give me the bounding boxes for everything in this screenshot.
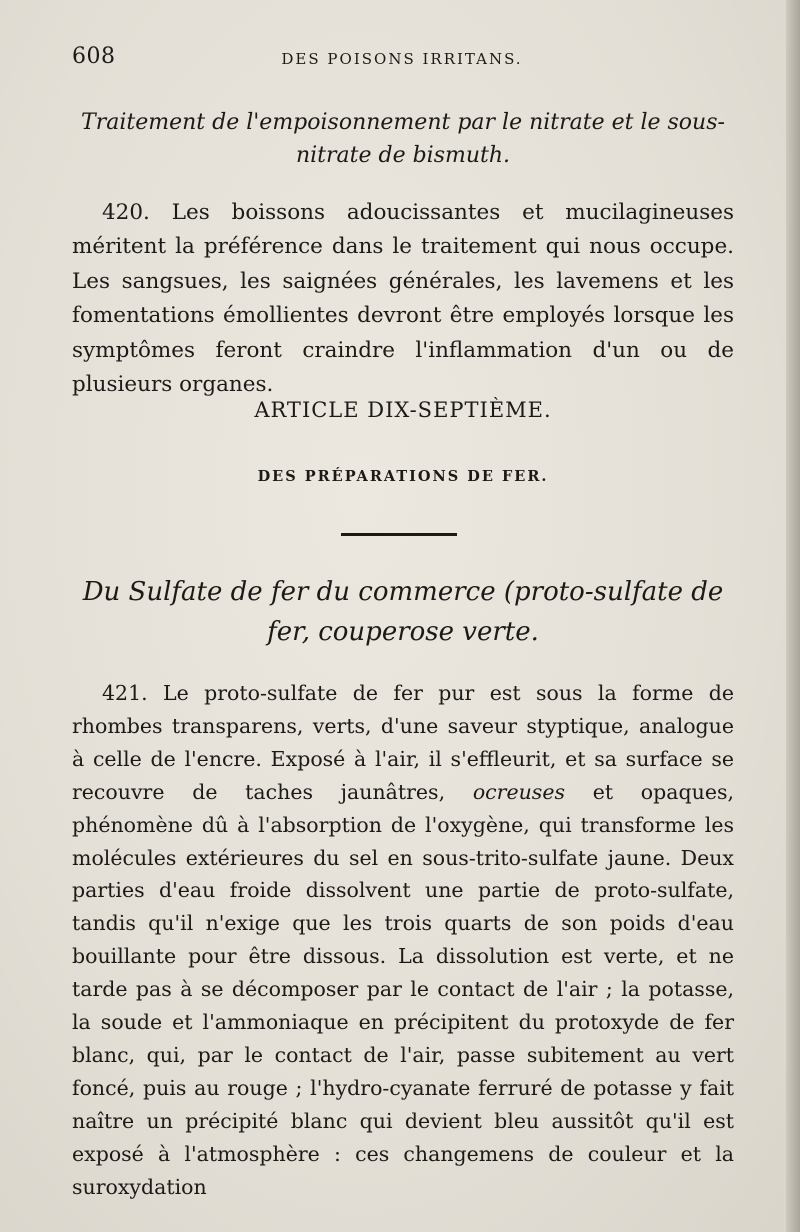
paragraph-number: 421.: [102, 681, 148, 705]
paragraph-421: [72, 677, 734, 1204]
section-title-line: Traitement de l'empoisonnement par le nitrate et le sous-: [81, 110, 725, 135]
paragraph-number: 420.: [102, 200, 150, 225]
section-title-bismuth: [72, 106, 734, 172]
page-edge-shadow: [786, 0, 800, 1232]
section-title-line: nitrate de bismuth.: [295, 143, 511, 168]
paragraph-text: et opaques, phénomène dû à l'absorption de l'oxygène, qui transforme les molécules extérieures du sel en sous-trito-sulfate jaune. Deux parties d'eau froide dissolvent une partie de proto-sulfate, tandis qu'il n'exige que les trois quarts de son poids d'eau bouillante pour être dissous. La dissolution est verte, et ne tarde pas à se décomposer par le contact de l'air ; la potasse, la soude et l'ammoniaque en précipitent du protoxyde de fer blanc, qui, par le contact de l'air, passe subitement au vert foncé, puis au rouge ; l'hydro-cyanate ferruré de potasse y fait naître un précipité blanc qui devient bleu aussitôt qu'il est exposé à l'atmosphère : ces changemens de couleur et la suroxydation: [72, 779, 734, 1199]
article-heading: ARTICLE DIX-SEPTIÈME.: [254, 398, 552, 422]
running-head: DES POISONS IRRITANS.: [281, 50, 523, 68]
page-header: [72, 44, 732, 74]
section-title-sulfate: [72, 572, 734, 652]
section-title-line: fer, couperose verte.: [267, 617, 539, 647]
subsection-heading: DES PRÉPARATIONS DE FER.: [257, 468, 549, 485]
paragraph-420: [72, 196, 734, 402]
section-title-line: Du Sulfate de fer du commerce (proto-sulfate de: [82, 577, 724, 607]
page-number: 608: [72, 44, 116, 69]
italic-term: ocreuses: [472, 779, 565, 804]
paragraph-text: Les boissons adoucissantes et mucilagineuses méritent la préférence dans le traitement qui nous occupe. Les sangsues, les saignées générales, les lavemens et les fomentations émollientes devront être employés lorsque les symptômes feront craindre l'inflammation d'un ou de plusieurs organes.: [72, 200, 734, 398]
paragraph-text: Le proto-sulfate de fer pur est sous la forme de rhombes transparens, verts, d'une saveur styptique, analogue à celle de l'encre. Exposé à l'air, il s'effleurit, et sa surface se recouvre de taches jaunâtres,: [72, 681, 734, 804]
horizontal-rule: [341, 533, 457, 536]
